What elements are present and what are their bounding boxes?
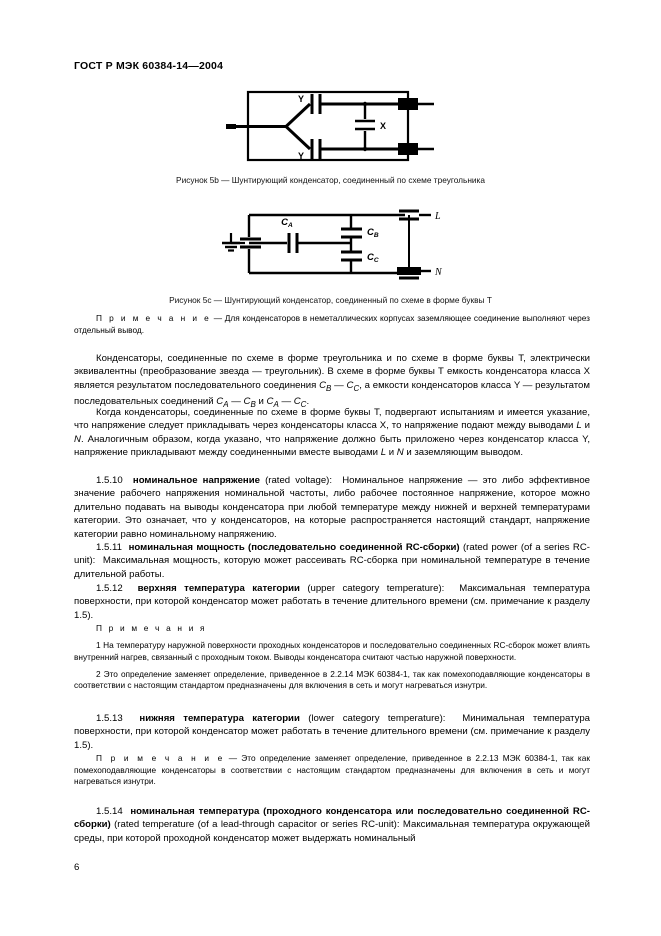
term-label-en: (lower category temperature)	[308, 713, 443, 724]
terminal-n-1: N	[74, 433, 81, 445]
figure-5b-label-y-top: Y	[297, 94, 304, 104]
term-label-ru: номинальная температура (проходного конденсатора или последовательно соединенной RC-сборки)	[74, 806, 590, 831]
term-label-en: (rated temperature (of a lead-through capacitor or series RC-unit)	[114, 819, 397, 831]
term-1-5-10	[74, 474, 590, 541]
body1-dash1: —	[331, 379, 347, 391]
cc2-symbol: C	[293, 396, 301, 408]
term-separator: :	[441, 583, 445, 594]
term-label-en: (rated voltage)	[265, 475, 330, 486]
note-dash: —	[210, 313, 225, 323]
note-text: Это определение заменяет определение, приведенное в 2.2.13 МЭК 60384-1, так как помехоподавляющие конденсаторы в соответствии с настоящим стандартом предназначены для включения в сеть и могут нагреваться изнутри.	[74, 753, 590, 787]
note-item-2: 2 Это определение заменяет определение, приведенное в 2.2.14 МЭК 60384-1, так как помехоподавляющие конденсаторы в соответствии с настоящим стандартом предназначены для включения в сеть и могут нагреваться изнутри.	[74, 668, 590, 691]
body2-part2: . Аналогичным образом, когда указано, что напряжение должно быть приложено через конденсатор класса Y, напряжение прикладывают между соединенными вместе выводами	[74, 433, 590, 459]
cc2-subscript: C	[300, 400, 307, 410]
term-separator: :	[92, 555, 96, 567]
figure-5c	[0, 203, 661, 305]
body2-and2: и	[386, 447, 397, 459]
cc-subscript: C	[353, 383, 360, 393]
term-number: 1.5.12	[96, 583, 123, 594]
cb2-symbol: C	[243, 396, 251, 408]
figure-5c-label-cb: $C_B$	[366, 227, 379, 239]
term-label-en: (rated power (of a series RC-unit)	[74, 542, 590, 567]
figure-5b-label-y-bottom: Y	[297, 151, 304, 161]
cc-symbol: C	[346, 379, 354, 391]
note-label: П р и м е ч а н и е	[96, 313, 211, 323]
figure-5c-label-ca: $C_A$	[280, 217, 293, 229]
body1-dash2: —	[228, 396, 244, 408]
term-1-5-11	[74, 541, 590, 581]
figure-5c-label-cc: $C_C$	[366, 252, 379, 264]
note-label: П р и м е ч а н и е	[96, 753, 225, 763]
term-definition: Минимальная температура поверхности, при которой конденсатор может работать в течение длительного времени (см. примечание к разделу 1.5).	[74, 713, 590, 751]
term-definition: Максимальная мощность, которую может рассеивать RC-сборка при номинальной температуре в течение длительной работы.	[74, 555, 590, 580]
ca1-symbol: C	[216, 396, 224, 408]
paragraph-equivalence	[74, 352, 590, 412]
term-label-ru: нижняя температура категории	[139, 713, 300, 724]
figure-5c-schematic	[215, 203, 447, 285]
notes-heading: П р и м е ч а н и я	[96, 623, 207, 633]
body1-part1: Конденсаторы, соединенные по схеме в форме треугольника и по схеме в форме буквы Т, электрически эквивалентны (преобразование звезда — треугольник). В схеме в форме буквы Т емкость конденсатора класса X является результатом последовательного соединения	[74, 353, 590, 391]
ca1-subscript: A	[223, 400, 229, 410]
terminal-n-2: N	[396, 447, 404, 459]
figure-5b-label-x: X	[379, 121, 386, 131]
figure-5b-caption: Рисунок 5b — Шунтирующий конденсатор, соединенный по схеме треугольника	[176, 175, 485, 185]
figure-5c-label-n: N	[434, 267, 442, 278]
term-1-5-12	[74, 582, 590, 622]
body2-and1: и	[581, 420, 590, 432]
body1-and: и	[255, 396, 267, 408]
term-number: 1.5.13	[96, 713, 123, 724]
term-definition: Номинальное напряжение — это либо эффективное значение рабочего напряжения номинальной частоты, либо рабочее постоянное напряжение, которое можно длительно подавать на выводы конденсатора при любой температуре между нижней и верхней температурами категории. Это означает, что у конденсаторов, на которые распространяется настоящий стандарт, напряжение категории равно номинальному напряжению.	[74, 475, 591, 540]
term-separator: :	[442, 713, 446, 724]
body1-part3: .	[306, 396, 310, 408]
body1-part2: , а емкости конденсаторов класса Y — результатом последовательных соединений	[74, 379, 590, 408]
body2-part3: и заземляющим выводом.	[403, 447, 524, 459]
term-definition: Максимальная температура окружающей среды, при которой проходной конденсатор может выдержать номинальный	[74, 819, 591, 844]
term-number: 1.5.10	[96, 475, 123, 486]
terminal-l-2: L	[380, 447, 387, 459]
cb2-subscript: B	[250, 400, 256, 410]
note-after-figure-5c	[74, 313, 590, 336]
term-label-ru: верхняя температура категории	[137, 583, 300, 594]
standard-header: ГОСТ Р МЭК 60384-14—2004	[74, 60, 224, 72]
term-separator: :	[396, 819, 400, 831]
term-1-5-14	[74, 805, 590, 845]
note-after-term-1-5-13	[74, 753, 590, 788]
term-label-ru: номинальное напряжение	[132, 475, 260, 486]
cb-subscript: B	[326, 383, 332, 393]
figure-5c-caption: Рисунок 5c — Шунтирующий конденсатор, соединенный по схеме в форме буквы Т	[169, 295, 492, 305]
term-separator: :	[329, 475, 333, 486]
cb-symbol: C	[319, 379, 327, 391]
figure-5b-schematic	[226, 88, 436, 166]
terminal-l-1: L	[576, 420, 582, 432]
body1-dash3: —	[278, 396, 294, 408]
ca2-symbol: C	[266, 396, 274, 408]
term-number: 1.5.11	[96, 542, 122, 553]
term-label-ru: номинальная мощность (последовательно соединенной RC-сборки)	[128, 542, 460, 553]
figure-5c-label-l: L	[434, 211, 441, 222]
term-number: 1.5.14	[96, 806, 123, 817]
notes-block-1	[74, 622, 590, 692]
term-1-5-13	[74, 712, 590, 752]
term-definition: Максимальная температура поверхности, при которой конденсатор может работать в течение длительного времени (см. примечание к разделу 1.5).	[74, 583, 590, 621]
note-text: Для конденсаторов в неметаллических корпусах заземляющее соединение выполняют через отдельный вывод.	[74, 313, 590, 335]
term-label-en: (upper category temperature)	[307, 583, 442, 594]
page-number: 6	[74, 862, 80, 873]
note-item-1: 1 На температуру наружной поверхности проходных конденсаторов и последовательно соединенных RC-сборок может влиять внутренний нагрев, связанный с проходным током. Выводы конденсатора считают частью наружной поверхности.	[74, 640, 590, 663]
body2-part1: Когда конденсаторы, соединенные по схеме в форме буквы Т, подвергают испытаниям и имеется указание, что напряжение следует прикладывать через конденсаторы класса X, то напряжение подают между выводами	[74, 407, 590, 432]
paragraph-test-voltage	[74, 406, 590, 460]
note-dash: —	[224, 753, 242, 763]
ca2-subscript: A	[273, 400, 279, 410]
figure-5b	[0, 88, 661, 185]
